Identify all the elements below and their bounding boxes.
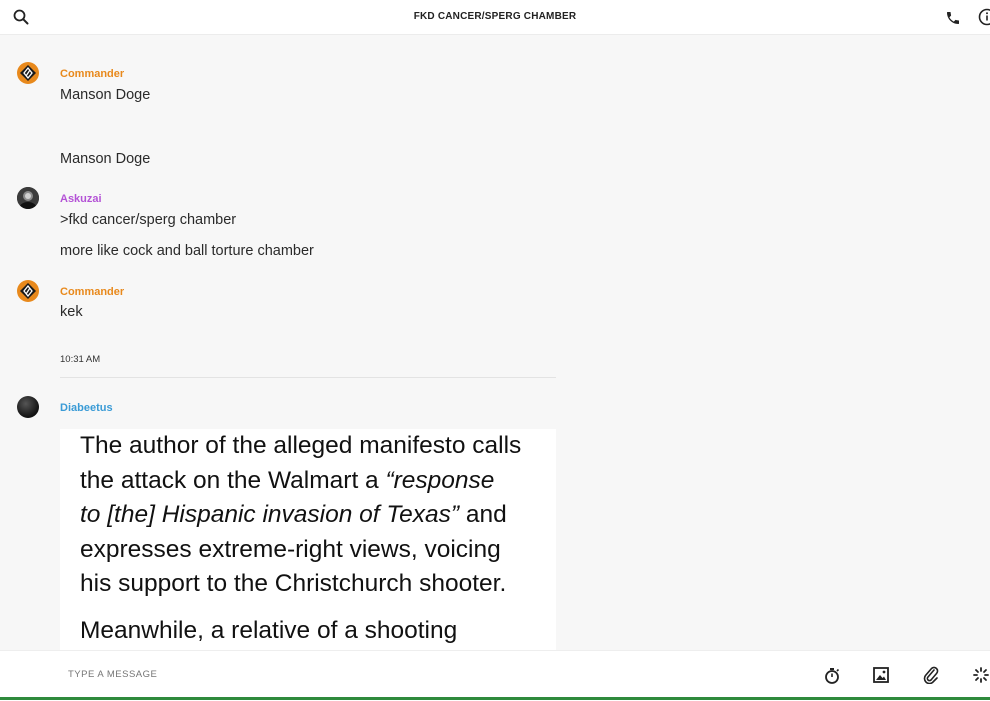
timestamp: 10:31 AM: [60, 354, 100, 365]
message-text: more like cock and ball torture chamber: [60, 243, 314, 259]
message-input[interactable]: [68, 669, 768, 680]
message-author[interactable]: Commander: [60, 68, 124, 80]
attachment-line: expresses extreme-right views, voicing: [80, 533, 550, 568]
avatar[interactable]: [17, 62, 39, 84]
attachment-quote: to [the] Hispanic invasion of Texas”: [80, 501, 459, 528]
attachment-text: [80, 429, 550, 648]
attachment-quote: “response: [385, 467, 494, 494]
avatar[interactable]: [17, 280, 39, 302]
attachment-line: [80, 464, 550, 499]
message-author[interactable]: Commander: [60, 286, 124, 298]
phone-icon[interactable]: [944, 9, 962, 27]
attachment-line: The author of the alleged manifesto calls: [80, 429, 550, 464]
chat-header: [0, 0, 990, 35]
chat-title: FKD CANCER/SPERG CHAMBER: [0, 11, 990, 22]
message-text: Manson Doge: [60, 151, 150, 167]
divider: [60, 377, 556, 378]
message-text: Manson Doge: [60, 87, 150, 103]
attachment-line: and: [459, 501, 507, 528]
image-icon[interactable]: [872, 666, 890, 684]
timer-icon[interactable]: [823, 666, 841, 684]
paperclip-icon[interactable]: [922, 665, 940, 685]
diamond-logo-icon: [17, 62, 39, 84]
message-author[interactable]: Diabeetus: [60, 402, 113, 414]
avatar[interactable]: [17, 187, 39, 209]
message-author[interactable]: Askuzai: [60, 193, 102, 205]
image-attachment[interactable]: [60, 429, 556, 650]
attachment-line: his support to the Christchurch shooter.: [80, 567, 550, 602]
avatar[interactable]: [17, 396, 39, 418]
message-composer: [0, 650, 990, 701]
info-icon[interactable]: [978, 8, 990, 26]
sparkle-icon[interactable]: [972, 666, 990, 684]
attachment-line: the attack on the Walmart a: [80, 467, 385, 494]
attachment-line: [80, 498, 550, 533]
portrait-icon: [17, 187, 39, 209]
message-text: >fkd cancer/sperg chamber: [60, 212, 236, 228]
message-text: kek: [60, 304, 83, 320]
attachment-line: Meanwhile, a relative of a shooting: [80, 614, 550, 649]
diamond-logo-icon: [17, 280, 39, 302]
